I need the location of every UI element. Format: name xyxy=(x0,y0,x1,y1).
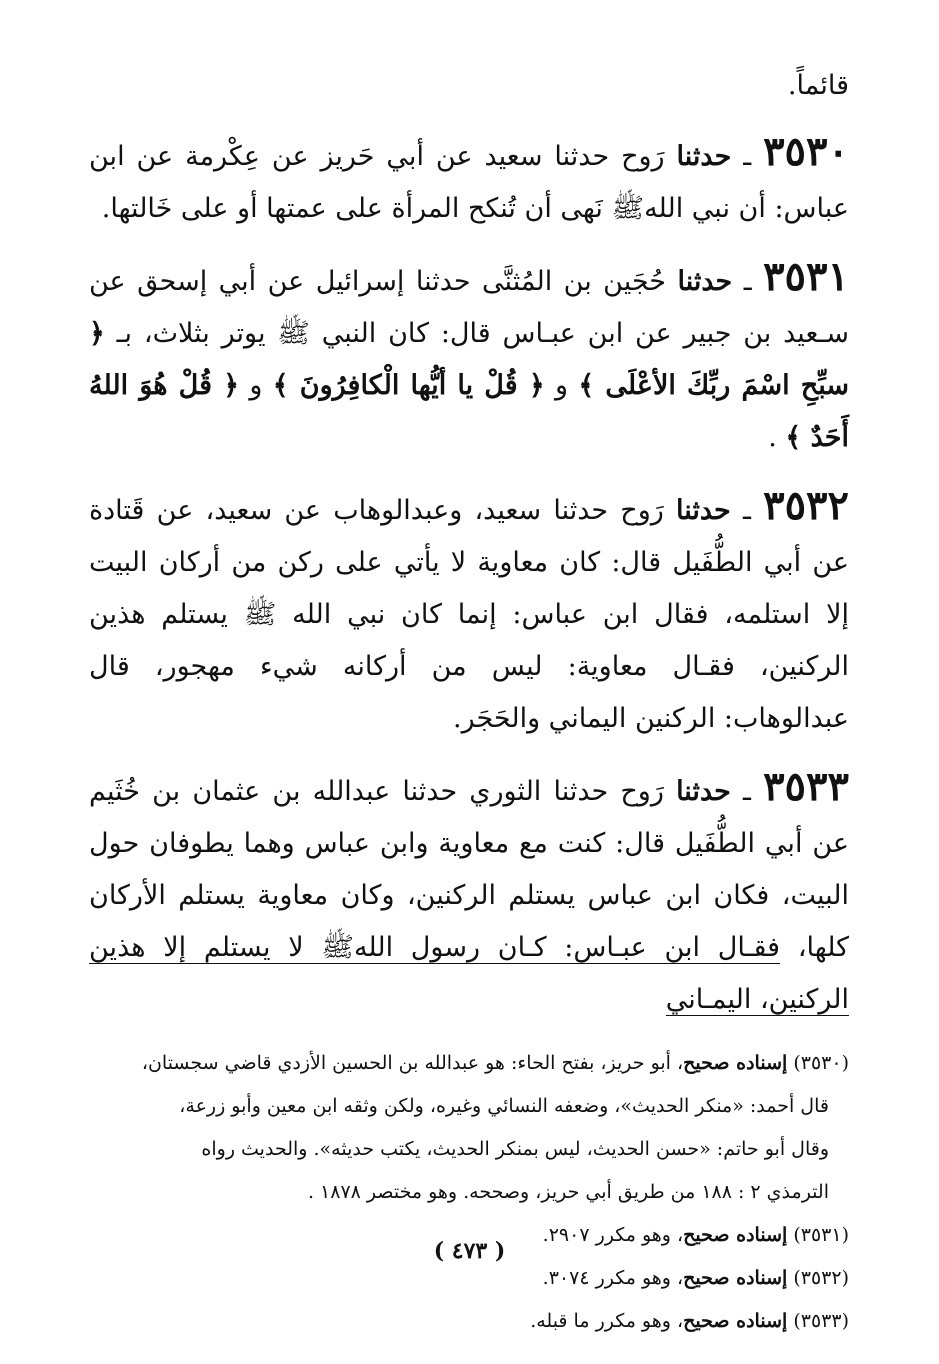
footnote-ref: (٣٥٣٣) xyxy=(793,1310,849,1332)
footnote-ref: (٣٥٣٢) xyxy=(793,1267,849,1289)
hadith-dash: ـ xyxy=(731,141,764,172)
hadith-dash: ـ xyxy=(730,495,764,526)
footnote-ref: (٣٥٣١) xyxy=(793,1224,849,1246)
hadith-text: رَوح حدثنا سعيد عن أبي حَريز عن عِكْرمة عن ابن عباس: أن نبي اللهﷺ نَهى أن تُنكح المرأة على عمتها أو على خَالتها. xyxy=(89,141,849,224)
hadith-header: حدثنا xyxy=(676,495,731,526)
footnote-text: ، وهو مكرر ٢٩٠٧. xyxy=(542,1224,684,1246)
hadith-header: حدثنا xyxy=(676,776,731,807)
hadith-header: حدثنا xyxy=(677,266,733,297)
footnote-text: ، أبو حريز، بفتح الحاء: هو عبدالله بن الحسين الأزدي قاضي سجستان، xyxy=(141,1052,684,1074)
footnote-3530 xyxy=(89,1042,849,1085)
hadith-number: ٣٥٣٠ xyxy=(763,128,849,175)
hadith-text-underlined: فقـال ابن عبـاس: كـان رسول اللهﷺ لا يستلم إلا هذين الركنين، اليمـاني xyxy=(89,932,849,1015)
conjunction: و xyxy=(239,370,273,401)
footnote-label: إسناده صحيح xyxy=(683,1310,788,1332)
footnote-3533 xyxy=(89,1300,849,1343)
hadith-header: حدثنا xyxy=(676,141,732,172)
footnote-text: ، وهو مكرر ٣٠٧٤. xyxy=(542,1267,684,1289)
hadith-number: ٣٥٣١ xyxy=(763,253,849,300)
footnote-text: ، وهو مكرر ما قبله. xyxy=(530,1310,684,1332)
footnote-ref: (٣٥٣٠) xyxy=(793,1052,849,1074)
main-text xyxy=(89,60,849,1026)
hadith-3530 xyxy=(89,126,849,235)
hadith-3532 xyxy=(89,480,849,745)
hadith-3533 xyxy=(89,761,849,1026)
opening-line: قائماً. xyxy=(787,70,849,101)
hadith-text: رَوح حدثنا الثوري حدثنا عبدالله بن عثمان بن خُثَيم عن أبي الطُّفَيل قال: كنت مع معاوية وابن عباس وهما يطوفان حول البيت، فكان ابن عباس يستلم الركنين، وكان معاوية يستلم الأركان كلها، xyxy=(89,776,849,963)
conjunction: و xyxy=(544,370,579,401)
hadith-dash: ـ xyxy=(730,776,764,807)
page xyxy=(89,60,849,1343)
footnote-continuation: قال أحمد: «منكر الحديث»، وضعفه النسائي وغيره، ولكن وثقه ابن معين وأبو زرعة، xyxy=(179,1095,829,1117)
hadith-end: . xyxy=(768,422,786,453)
quran-verse: ﴿ قُلْ هُوَ اللهُ أَحَدٌ ﴾ xyxy=(89,370,849,453)
hadith-text: حُجَين بن المُثنَّى حدثنا إسرائيل عن أبي إسحق عن سـعيد بن جبير عن ابن عبـاس قال: كان النبي ﷺ يوتر بثلاث، بـ xyxy=(89,266,849,349)
page-number: ( ٤٧٣ ) xyxy=(433,1238,506,1264)
footnote-continuation: الترمذي ٢ : ١٨٨ من طريق أبي حريز، وصححه. وهو مختصر ١٨٧٨ . xyxy=(307,1181,829,1203)
footnote-continuation: وقال أبو حاتم: «حسن الحديث، ليس بمنكر الحديث، يكتب حديثه». والحديث رواه xyxy=(201,1138,829,1160)
footnote-label: إسناده صحيح xyxy=(683,1224,788,1246)
quran-verse: ﴿ سبِّحِ اسْمَ ربِّكَ الأعْلَى ﴾ xyxy=(89,318,849,401)
hadith-3531 xyxy=(89,251,849,464)
hadith-number: ٣٥٣٣ xyxy=(763,763,849,810)
footnotes xyxy=(89,1042,849,1343)
hadith-text: رَوح حدثنا سعيد، وعبدالوهاب عن سعيد، عن قَتادة عن أبي الطُّفَيل قال: كان معاوية لا يأتي على ركن من أركان البيت إلا استلمه، فقال ابن عباس: إنما كان نبي الله ﷺ يستلم هذين الركنين، فقـال معاوية: ليس من أركانه شيء مهجور، قال عبدالوهاب: الركنين اليماني والحَجَر. xyxy=(89,495,849,734)
footnote-label: إسناده صحيح xyxy=(683,1052,788,1074)
footnote-label: إسناده صحيح xyxy=(683,1267,788,1289)
hadith-number: ٣٥٣٢ xyxy=(763,482,850,529)
hadith-dash: ـ xyxy=(732,266,764,297)
quran-verse: ﴿ قُلْ يا أيُّها الْكافِرُونَ ﴾ xyxy=(272,370,545,401)
